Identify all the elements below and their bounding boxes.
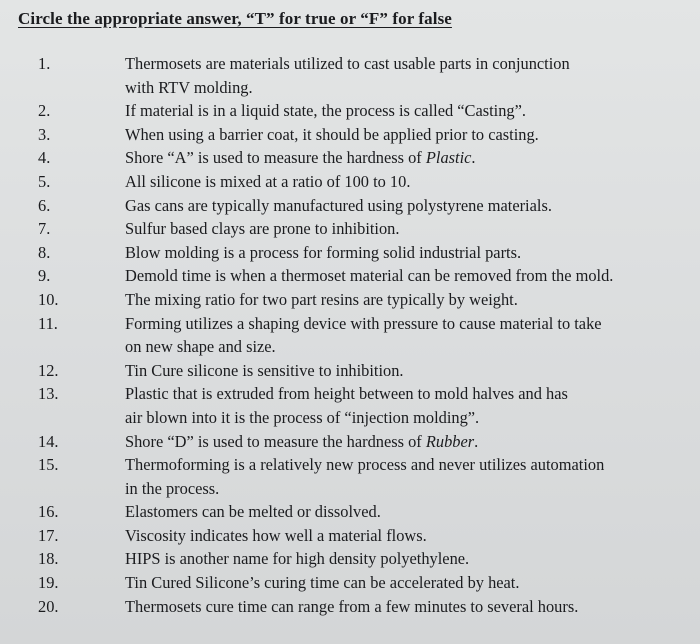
question-item — [0, 595, 700, 619]
question-text — [125, 241, 700, 265]
question-line: When using a barrier coat, it should be applied prior to casting. — [125, 124, 539, 144]
question-line: If material is in a liquid state, the process is called “Casting”. — [125, 101, 526, 121]
question-number: 10. — [38, 289, 59, 309]
question-line: Demold time is when a thermoset material can be removed from the mold. — [125, 266, 614, 286]
question-item — [0, 547, 700, 571]
question-line: Shore “D” is used to measure the hardness of Rubber. — [125, 431, 479, 451]
question-number: 12. — [38, 360, 59, 380]
question-number: 19. — [38, 573, 59, 593]
question-number: 1. — [38, 54, 51, 73]
question-number: 5. — [38, 171, 51, 191]
question-item — [0, 359, 700, 383]
question-item — [0, 264, 700, 288]
question-text — [125, 595, 700, 619]
question-line: in the process. — [125, 478, 220, 498]
question-line: on new shape and size. — [125, 337, 276, 357]
question-text — [125, 453, 700, 500]
question-text — [125, 524, 700, 548]
question-text — [125, 146, 700, 170]
question-text — [125, 288, 700, 312]
question-item — [0, 99, 700, 123]
question-number: 14. — [38, 431, 59, 451]
question-line: Plastic that is extruded from height between to mold halves and has — [125, 384, 568, 404]
question-item — [0, 241, 700, 265]
question-item — [0, 146, 700, 170]
question-item — [0, 52, 700, 99]
question-number: 15. — [38, 455, 59, 475]
question-text — [125, 123, 700, 147]
question-number: 16. — [38, 502, 59, 522]
question-item — [0, 430, 700, 454]
question-list — [0, 52, 700, 618]
question-number: 13. — [38, 384, 59, 404]
question-text — [125, 312, 700, 359]
question-text — [125, 52, 700, 99]
question-line: Tin Cured Silicone’s curing time can be accelerated by heat. — [125, 573, 520, 593]
question-number: 2. — [38, 101, 51, 121]
question-item — [0, 500, 700, 524]
question-line: All silicone is mixed at a ratio of 100 to 10. — [125, 171, 411, 191]
question-text — [125, 500, 700, 524]
question-item — [0, 312, 700, 359]
question-line: Thermoforming is a relatively new process and never utilizes automation — [125, 455, 605, 475]
question-text — [125, 99, 700, 123]
question-item — [0, 453, 700, 500]
question-line: Shore “A” is used to measure the hardness of Plastic. — [125, 148, 476, 168]
question-item — [0, 170, 700, 194]
question-number: 20. — [38, 596, 59, 616]
instructions-heading: Circle the appropriate answer, “T” for true or “F” for false — [18, 9, 452, 28]
question-line: with RTV molding. — [125, 77, 253, 97]
question-number: 7. — [38, 219, 51, 239]
question-line: Tin Cure silicone is sensitive to inhibition. — [125, 360, 404, 380]
question-text — [125, 217, 700, 241]
question-item — [0, 524, 700, 548]
question-line: The mixing ratio for two part resins are typically by weight. — [125, 289, 518, 309]
question-number: 17. — [38, 525, 59, 545]
question-line: Forming utilizes a shaping device with pressure to cause material to take — [125, 313, 602, 333]
question-item — [0, 194, 700, 218]
question-text — [125, 170, 700, 194]
question-line: air blown into it is the process of “injection molding”. — [125, 407, 480, 427]
question-item — [0, 571, 700, 595]
question-line: Gas cans are typically manufactured using polystyrene materials. — [125, 195, 552, 215]
question-number: 18. — [38, 549, 59, 569]
question-item — [0, 288, 700, 312]
question-number: 4. — [38, 148, 51, 168]
question-text — [125, 547, 700, 571]
question-item — [0, 217, 700, 241]
question-text — [125, 571, 700, 595]
question-number: 11. — [38, 313, 58, 333]
question-text — [125, 430, 700, 454]
question-number: 9. — [38, 266, 51, 286]
question-line: Elastomers can be melted or dissolved. — [125, 502, 381, 522]
question-line: Sulfur based clays are prone to inhibition. — [125, 219, 400, 239]
question-number: 8. — [38, 242, 51, 262]
question-text — [125, 264, 700, 288]
question-text — [125, 382, 700, 429]
question-line: Thermosets cure time can range from a few minutes to several hours. — [125, 596, 579, 616]
question-number: 6. — [38, 195, 51, 215]
question-number: 3. — [38, 124, 51, 144]
question-item — [0, 123, 700, 147]
question-text — [125, 359, 700, 383]
question-text — [125, 194, 700, 218]
question-line: Blow molding is a process for forming solid industrial parts. — [125, 242, 522, 262]
question-line: HIPS is another name for high density polyethylene. — [125, 549, 470, 569]
question-item — [0, 382, 700, 429]
question-line: Thermosets are materials utilized to cast usable parts in conjunction — [125, 54, 570, 73]
question-line: Viscosity indicates how well a material flows. — [125, 525, 427, 545]
